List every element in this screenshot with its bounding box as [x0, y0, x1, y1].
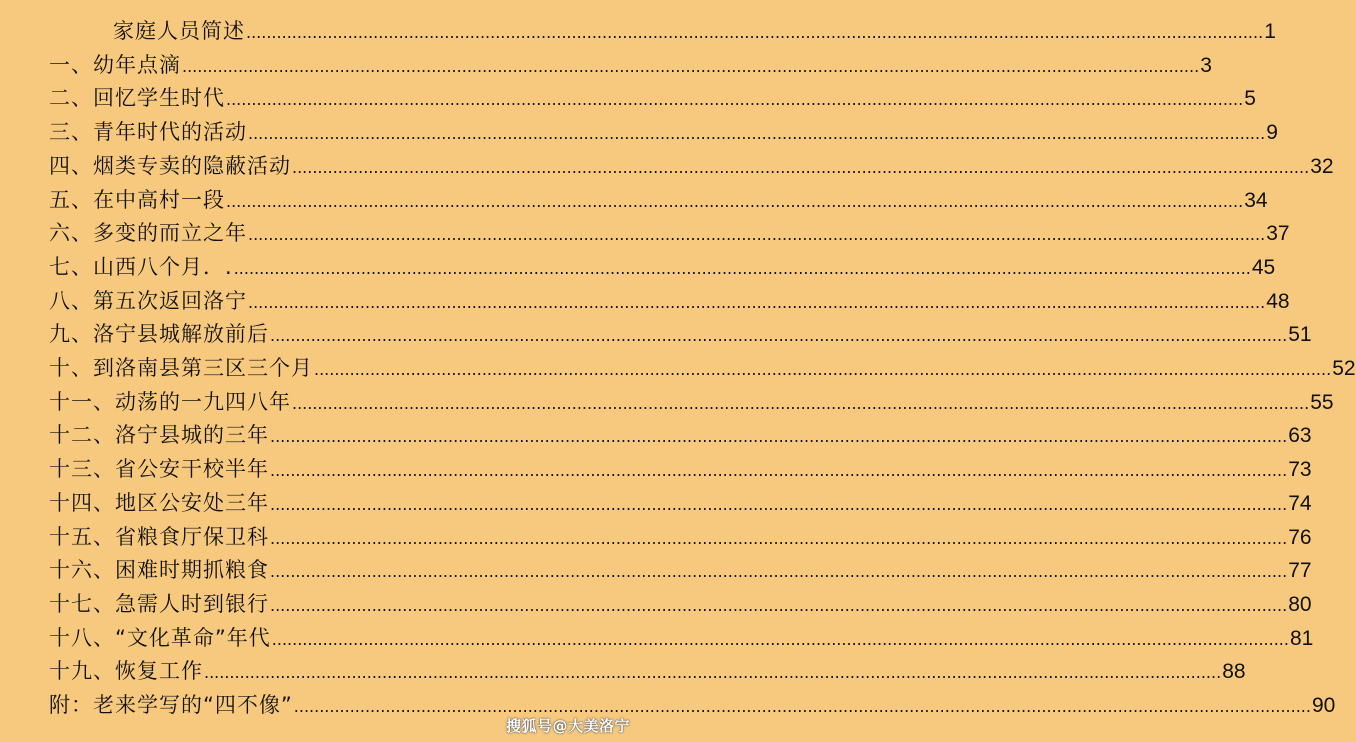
toc-entry: [49, 489, 1312, 517]
toc-entry-page-number: 5: [1244, 87, 1256, 111]
toc-entry-title: 十八、“文化革命”年代: [49, 625, 271, 650]
toc-entry-page-number: 74: [1288, 491, 1312, 515]
toc-entry-title: 三、青年时代的活动: [49, 120, 247, 145]
toc-dot-leader: ........................................................................................................................................................................................................: [270, 528, 1288, 548]
toc-entry-page-number: 55: [1310, 390, 1334, 414]
toc-entry: [49, 624, 1314, 652]
toc-entry-page-number: 76: [1288, 525, 1312, 549]
toc-entry-page-number: 90: [1311, 694, 1336, 717]
toc-entry-page-number: 45: [1251, 255, 1276, 279]
toc-dot-leader: ........................................................................................................................................................................................................: [246, 23, 1264, 42]
toc-entry-title: 八、第五次返回洛宁: [49, 288, 247, 313]
toc-dot-leader: ........................................................................................................................................................................................................: [226, 191, 1244, 211]
toc-entry-page-number: 63: [1288, 424, 1312, 448]
toc-dot-leader: ........................................................................................................................................................................................................: [248, 292, 1266, 312]
toc-entry-title: 一、幼年点滴: [49, 52, 181, 77]
toc-entry-page-number: 81: [1289, 626, 1314, 650]
toc-entry: [49, 51, 1212, 79]
toc-entry-page-number: 9: [1266, 121, 1278, 145]
toc-entry: [49, 388, 1334, 416]
toc-entry: [49, 118, 1278, 146]
toc-dot-leader: ........................................................................................................................................................................................................: [270, 562, 1288, 582]
toc-entry: [49, 152, 1334, 180]
toc-entry-title: 十一、动荡的一九四八年: [49, 389, 291, 414]
toc-entry: [49, 186, 1268, 214]
toc-entry: [49, 320, 1312, 348]
toc-entry-page-number: 73: [1288, 458, 1312, 482]
toc-entry-page-number: 48: [1266, 289, 1290, 313]
toc-entry-title: 十九、恢复工作: [49, 659, 203, 684]
toc-dot-leader: ........................................................................................................................................................................................................: [248, 124, 1266, 144]
toc-dot-leader: ........................................................................................................................................................................................................: [293, 697, 1311, 716]
toc-entry-title: 六、多变的而立之年: [49, 221, 247, 246]
toc-entry: [49, 354, 1356, 382]
toc-dot-leader: ........................................................................................................................................................................................................: [314, 360, 1332, 379]
toc-entry: [49, 657, 1246, 685]
toc-entry: [49, 523, 1312, 551]
toc-entry-title: 十三、省公安干校半年: [49, 457, 269, 482]
toc-entry: [113, 17, 1276, 45]
toc-entry: [49, 590, 1312, 618]
toc-entry-title: 七、山西八个月．.: [49, 254, 233, 279]
toc-entry: [49, 219, 1290, 247]
toc-entry: [49, 253, 1276, 281]
toc-dot-leader: ........................................................................................................................................................................................................: [270, 461, 1288, 481]
toc-entry-title: 家庭人员简述: [113, 19, 245, 43]
toc-entry-title: 十五、省粮食厅保卫科: [49, 524, 269, 549]
toc-entry-page-number: 37: [1266, 222, 1290, 246]
toc-entry-title: 十七、急需人时到银行: [49, 591, 269, 616]
toc-dot-leader: ........................................................................................................................................................................................................: [233, 258, 1251, 278]
toc-entry-title: 九、洛宁县城解放前后: [49, 322, 269, 347]
toc-dot-leader: ........................................................................................................................................................................................................: [270, 427, 1288, 447]
toc-entry-title: 十六、困难时期抓粮食: [49, 558, 269, 583]
toc-entry-title: 二、回忆学生时代: [49, 86, 225, 111]
toc-dot-leader: ........................................................................................................................................................................................................: [204, 663, 1222, 683]
toc-dot-leader: ........................................................................................................................................................................................................: [270, 595, 1288, 615]
toc-dot-leader: ........................................................................................................................................................................................................: [270, 494, 1288, 514]
toc-entry-page-number: 51: [1288, 323, 1312, 347]
toc-entry-title: 五、在中高村一段: [49, 187, 225, 212]
toc-dot-leader: ........................................................................................................................................................................................................: [292, 393, 1310, 413]
toc-entry: [49, 421, 1312, 449]
toc-dot-leader: ........................................................................................................................................................................................................: [248, 225, 1266, 245]
toc-dot-leader: ........................................................................................................................................................................................................: [270, 326, 1288, 346]
toc-entry-title: 十二、洛宁县城的三年: [49, 423, 269, 448]
toc-dot-leader: ........................................................................................................................................................................................................: [226, 90, 1244, 110]
toc-dot-leader: ........................................................................................................................................................................................................: [182, 56, 1200, 76]
toc-entry-page-number: 3: [1200, 53, 1212, 77]
toc-entry-page-number: 80: [1288, 592, 1312, 616]
toc-entry-title: 四、烟类专卖的隐蔽活动: [49, 153, 291, 178]
toc-entry-page-number: 77: [1288, 559, 1312, 583]
toc-entry-page-number: 32: [1310, 154, 1334, 178]
toc-entry-title: 附：老来学写的“四不像”: [49, 693, 293, 717]
toc-dot-leader: ........................................................................................................................................................................................................: [271, 629, 1289, 649]
toc-entry: [49, 287, 1290, 315]
toc-entry-title: 十四、地区公安处三年: [49, 490, 269, 515]
toc-entry-page-number: 1: [1264, 20, 1276, 43]
watermark: 搜狐号@大美洛宁: [505, 717, 630, 735]
toc-entry-title: 十、到洛南县第三区三个月: [49, 356, 313, 380]
toc-entry: [49, 84, 1256, 112]
toc-entry-page-number: 34: [1244, 188, 1268, 212]
toc-entry-page-number: 88: [1222, 660, 1246, 684]
toc-dot-leader: ........................................................................................................................................................................................................: [292, 157, 1310, 177]
toc-entry: [49, 455, 1312, 483]
toc-entry-page-number: 52: [1332, 357, 1356, 380]
toc-entry: [49, 556, 1312, 584]
